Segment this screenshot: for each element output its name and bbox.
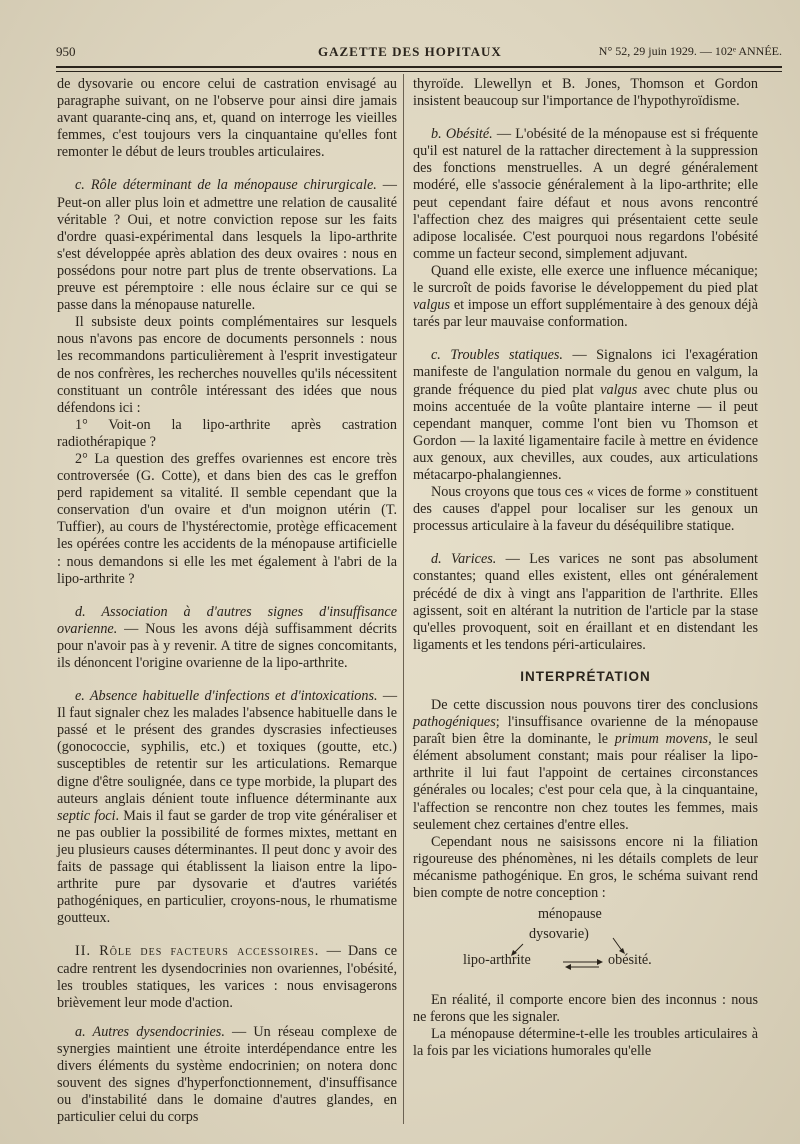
text: et impose un effort supplémentaire à des genoux déjà tarés par leur mauvaise conformation. <box>413 297 758 331</box>
section-label: c. Troubles statiques. <box>431 347 563 364</box>
section-ii <box>57 943 397 1011</box>
schema-node-middle: dysovarie) <box>529 926 589 943</box>
numbered-point: 1° Voit-on la lipo-arthrite après castration radiothérapique ? <box>57 416 397 450</box>
italic-term: pathogéniques <box>413 714 496 731</box>
right-column <box>413 76 758 1061</box>
section-b <box>413 126 758 263</box>
italic-term: primum movens <box>614 731 709 748</box>
section-text: — Dans ce cadre rentrent les dysendocrinies non ovariennes, l'obésité, les troubles statiques, les varices : nous envisagerons brièvement leur mode d'action. <box>57 943 397 1011</box>
section-text: avec chute plus ou moins accentuée de la voûte plantaire interne — il peut cependant manquer, comme l'ont bien vu Thomson et Gordon — la laxité ligamentaire facile à mettre en évidence aux genoux, aux chevilles, aux coudes, aux articulations métacarpo-phalangiennes. <box>413 381 758 483</box>
section-label: d. Varices. <box>431 551 497 568</box>
header-rule <box>56 66 782 68</box>
journal-title: GAZETTE DES HOPITAUX <box>318 44 502 59</box>
paragraph: Il subsiste deux points complémentaires sur lesquels nous n'avons pas encore de documents personnels : nous les recommandons particulièrement à l'esprit investigateur de nos confrères, les recherches nouvelles qu'ils nécessitent constituant un contrôle intéressant des idées que nous défendons ici : <box>57 314 397 416</box>
arrowhead-bottom <box>597 959 603 965</box>
section-text: — Nous les avons déjà suffisamment décrits pour n'avoir pas à y revenir. A titre de signes concomitants, ils dénoncent l'origine ovarienne de la lipo-arthrite. <box>57 620 397 671</box>
section-text: . Mais il faut se garder de trop vite généraliser et ne pas oublier la possibilité de formes mixtes, mettant en jeu plusieurs causes déterminantes. Il peut donc y avoir des faits de passage qui établissent la liaison entre la lipo-arthrite pure par dysovarie et d'autres variétés pathogéniques, en particulier, croyons-nous, le rhumatisme goutteux. <box>57 807 397 927</box>
section-text: — L'obésité de la ménopause est si fréquente qu'il est naturel de la rattacher directement à la suppression des fonctions menstruelles. A un degré généralement modéré, elle s'associe généralement à la lipo-arthrite; elle peut cependant faire défaut et nous avons rencontré l'affection chez des maigres qui présentaient cette seule adipose localisée. C'est pourquoi nous regardons l'obésité comme un facteur second, simplement adjuvant. <box>413 126 758 262</box>
column-divider <box>403 74 404 1124</box>
section-heading: INTERPRÉTATION <box>520 668 651 684</box>
section-text: — Il faut signaler chez les malades l'absence habituelle dans le passé et le présent des grandes dyscrasies infectieuses (gonococcie, syphilis, etc.) et toxiques (goutte, etc.) susceptibles de retentir sur les articulations. Remarque digne d'être soulignée, dans ce type morbide, la plupart des auteurs anglais dénient toute influence déterminante aux <box>57 688 398 807</box>
section-e <box>57 688 397 927</box>
schema-node-top: ménopause <box>538 906 602 923</box>
section-c <box>57 177 397 314</box>
section-d <box>413 551 758 654</box>
section-label: b. Obésité. <box>431 126 493 143</box>
section-d <box>57 604 397 672</box>
section-text: — Peut-on aller plus loin et admettre une relation de causalité véritable ? Oui, et notre conviction repose sur les faits d'ordre quasi-expérimental dans lesquels la lipo-arthrite s'est développée après ablation des deux ovaires : nous en possédons pour notre part plus de trente observations. La preuve est péremptoire : elle nous éclaire sur ce qui se passe dans la ménopause naturelle. <box>57 177 397 314</box>
section-text: — Signalons ici l'exagération manifeste de l'angulation normale du genou en valgum, la grande fréquence du pied plat <box>413 347 758 398</box>
section-label: II. Rôle des facteurs accessoires. <box>75 943 320 960</box>
italic-term: valgus <box>600 381 638 398</box>
paragraph <box>413 263 758 331</box>
arrowhead-bottom-back <box>565 964 571 970</box>
schema-diagram <box>413 906 758 986</box>
section-label: c. Rôle déterminant de la ménopause chirurgicale. <box>75 177 377 194</box>
section-label: a. Autres dysendocrinies. <box>75 1023 225 1040</box>
italic-term: valgus <box>413 297 451 314</box>
section-a <box>57 1024 397 1127</box>
schema-node-left: lipo-arthrite <box>463 952 531 969</box>
italic-term: septic foci <box>57 807 116 824</box>
section-c <box>413 347 758 484</box>
text: De cette discussion nous pouvons tirer des conclusions <box>431 697 758 713</box>
left-column <box>57 76 397 1126</box>
paragraph: Cependant nous ne saisissons encore ni la filiation rigoureuse des phénomènes, ni les détails complets de leur mécanisme pathogénique. En gros, le schéma suivant rend bien compte de notre conception : <box>413 833 758 902</box>
numbered-point: 2° La question des greffes ovariennes est encore très controversée (G. Cotte), et dans bien des cas le greffon perd rapidement sa vitalité. Il semble cependant que la conservation d'un ovaire et d'un moignon utérin (T. Tuffier), au cours de l'hystérectomie, protège efficacement les opérées contre les accidents de la ménopause artificielle : nous demandons si elle les met également à l'abri de la lipo-arthrite ? <box>57 450 397 587</box>
text: ; l'insuffisance ovarienne de la ménopause paraît bien être la dominante, le <box>413 714 758 748</box>
header-rule-thin <box>56 71 782 72</box>
paragraph: de dysovarie ou encore celui de castration envisagé au paragraphe suivant, on ne l'observe pour ainsi dire jamais avant quarante-cinq ans, et, quand on interroge les vieilles femmes, c'est toujours vers la cinquantaine qu'elles font remonter le début de leurs troubles articulaires. <box>57 76 397 161</box>
page-number: 950 <box>56 44 76 59</box>
section-label: e. Absence habituelle d'infections et d'intoxications. <box>75 688 378 705</box>
text: , le seul élément absolument constant; mais pour réaliser la lipo-arthrite il lui faut l'appoint de certaines circonstances générales ou locales; c'est pour cela que, à la cinquantaine, l'affection se rencontre non chez toutes les femmes, mais seulement chez certaines d'entre elles. <box>413 731 758 833</box>
paragraph: La ménopause détermine-t-elle les troubles articulaires à la fois par les viciations humorales qu'elle <box>413 1026 758 1060</box>
section-label: d. Association à d'autres signes d'insuffisance ovarienne. <box>57 603 397 637</box>
paragraph: Nous croyons que tous ces « vices de forme » constituent des causes d'appel pour localiser sur les genoux un processus articulaire à la faveur du déséquilibre statique. <box>413 484 758 535</box>
paragraph: En réalité, il comporte encore bien des inconnus : nous ne ferons que les signaler. <box>413 992 758 1026</box>
section-text: — Les varices ne sont pas absolument constantes; quand elles existent, elles ont généralement précédé de dix à vingt ans l'apparition de l'arthrite. Elles agissent, soit en altérant la nutrition de l'article par la stase qu'elles provoquent, soit en éraillant et en distendant les ligaments et les tendons péri-articulaires. <box>413 551 758 653</box>
text: Quand elle existe, elle exerce une influence mécanique; le surcroît de poids favorise le développement du pied plat <box>413 262 758 297</box>
schema-node-right: obésité. <box>608 952 652 969</box>
paragraph: thyroïde. Llewellyn et B. Jones, Thomson et Gordon insistent beaucoup sur l'importance de l'hypothyroïdisme. <box>413 76 758 110</box>
paragraph <box>413 697 758 834</box>
section-text: — Un réseau complexe de synergies maintient une étroite interdépendance entre les divers éléments du système endocrinien; on notera donc souvent des signes d'hyperfonctionnement, d'insuffisance ou d'instabilité dans le domaine d'autres glandes, en particulier celui du corps <box>57 1023 397 1126</box>
running-header <box>56 40 782 62</box>
issue-info: N° 52, 29 juin 1929. — 102ᵉ ANNÉE. <box>598 44 782 58</box>
